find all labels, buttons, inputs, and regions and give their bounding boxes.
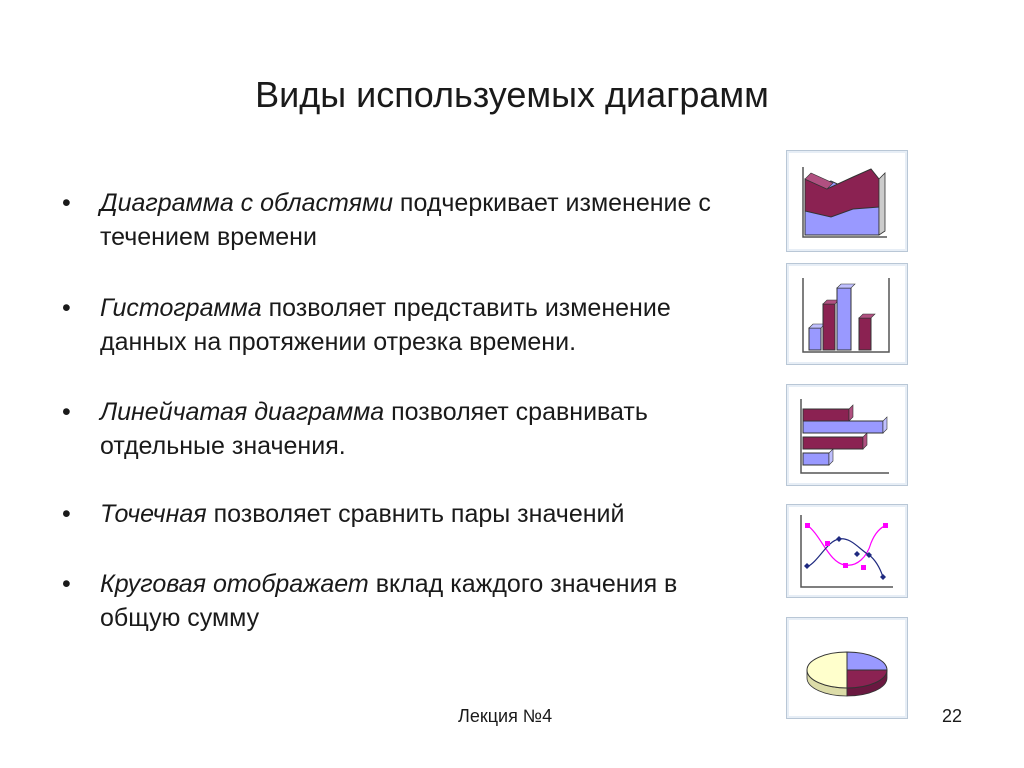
footer-lecture: Лекция №4	[458, 706, 553, 726]
page-number: 22	[941, 706, 962, 726]
bullet-marker: •	[62, 189, 71, 217]
bullet-text: вклад каждого значения в общую сумму	[100, 570, 678, 632]
bullet-bar-chart	[62, 395, 762, 463]
bullet-column-chart	[62, 291, 762, 359]
bullet-emphasis: Линейчатая диаграмма	[100, 398, 385, 426]
bullet-marker: •	[62, 294, 71, 322]
scatter-chart-icon	[786, 504, 908, 598]
bullet-marker: •	[62, 398, 71, 426]
bullet-emphasis: Гистограмма	[100, 294, 262, 322]
bullet-scatter-chart	[62, 497, 762, 531]
bullet-marker: •	[62, 570, 71, 598]
pie-chart-icon	[786, 617, 908, 719]
bullet-emphasis: Точечная	[100, 500, 207, 528]
bullet-area-chart	[62, 186, 762, 254]
slide-title: Виды используемых диаграмм	[255, 74, 769, 115]
bullet-text: позволяет представить изменение данных на протяжении отрезка времени.	[100, 294, 671, 356]
bar-chart-icon	[786, 384, 908, 486]
bullet-pie-chart	[62, 567, 762, 635]
bullet-emphasis: Диаграмма с областями	[100, 189, 393, 217]
column-chart-icon	[786, 263, 908, 365]
bullet-emphasis: Круговая отображает	[100, 570, 369, 598]
area-chart-icon	[786, 150, 908, 252]
bullet-list	[62, 186, 762, 635]
bullet-marker: •	[62, 500, 71, 528]
bullet-text: подчеркивает изменение с течением времени	[100, 189, 711, 251]
bullet-text: позволяет сравнить пары значений	[206, 500, 625, 528]
bullet-text: позволяет сравнивать отдельные значения.	[100, 398, 648, 460]
